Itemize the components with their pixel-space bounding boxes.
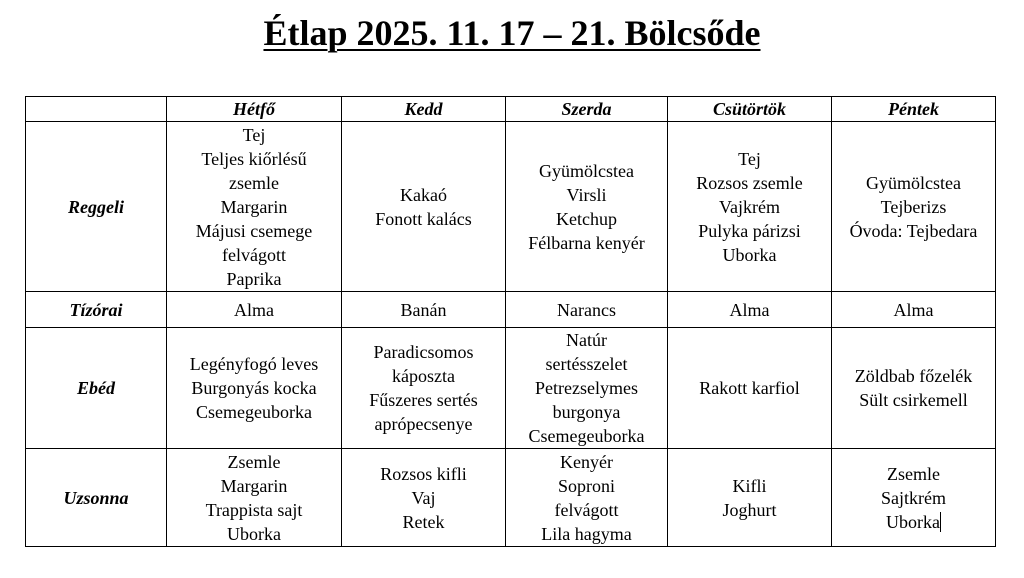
menu-cell[interactable]: [506, 292, 668, 328]
menu-cell[interactable]: [506, 449, 668, 547]
menu-item-line: Csemegeuborka: [196, 402, 312, 422]
menu-item-line: Burgonyás kocka: [191, 378, 317, 398]
menu-item-text: Uborka: [886, 511, 940, 532]
meal-label: Ebéd: [26, 328, 167, 449]
day-header: Péntek: [832, 97, 996, 122]
menu-item-line: Fűszeres sertés: [369, 390, 478, 410]
menu-item-line: Uborka: [722, 244, 777, 265]
menu-cell[interactable]: [167, 328, 342, 449]
menu-item-line: Teljes kiőrlésű: [201, 148, 307, 169]
menu-item-line: Májusi csemege: [195, 220, 313, 241]
menu-item-line: Zöldbab főzelék: [854, 366, 973, 386]
menu-cell[interactable]: [167, 449, 342, 547]
meal-row: [26, 122, 996, 292]
meal-row: [26, 292, 996, 328]
menu-item-line: Rakott karfiol: [699, 378, 800, 398]
meal-label: Uzsonna: [26, 449, 167, 547]
menu-item-line: Alma: [893, 299, 934, 320]
menu-item-line: Margarin: [220, 475, 288, 496]
day-header: Csütörtök: [668, 97, 832, 122]
menu-item-line: Legényfogó leves: [189, 354, 319, 374]
menu-item-line: aprópecsenye: [374, 414, 473, 434]
menu-item-line: Virsli: [566, 184, 607, 205]
menu-item-line: Retek: [402, 511, 445, 532]
menu-cell[interactable]: [668, 328, 832, 449]
menu-item-line: Tej: [242, 124, 266, 145]
menu-cell[interactable]: [832, 328, 996, 449]
menu-item-line: burgonya: [552, 402, 621, 422]
menu-cell[interactable]: [506, 328, 668, 449]
menu-cell[interactable]: [167, 122, 342, 292]
menu-cell[interactable]: [342, 122, 506, 292]
menu-item-line: Rozsos kifli: [380, 463, 467, 484]
menu-item-line: Ketchup: [556, 208, 617, 229]
menu-item-line: zsemle: [229, 172, 279, 193]
menu-item-line: Soproni: [557, 475, 615, 496]
day-header: Hétfő: [167, 97, 342, 122]
menu-cell[interactable]: [167, 292, 342, 328]
meal-row: [26, 328, 996, 449]
menu-item-line: Paprika: [226, 268, 282, 289]
menu-item-line: Paradicsomos: [373, 342, 474, 362]
menu-item-line: Alma: [729, 299, 770, 320]
menu-item-line: Kakaó: [400, 184, 447, 205]
menu-item-line: felvágott: [222, 244, 286, 265]
menu-cell[interactable]: [832, 449, 996, 547]
text-cursor-icon: [940, 512, 941, 532]
menu-item-line: Uborka: [227, 523, 281, 544]
day-header: Kedd: [342, 97, 506, 122]
menu-item-line: Gyümölcstea: [866, 172, 961, 193]
header-row: [26, 97, 996, 122]
menu-item-line: Félbarna kenyér: [528, 232, 645, 253]
menu-item-line: Sajtkrém: [881, 487, 946, 508]
menu-item-line: káposzta: [392, 366, 455, 386]
menu-item-line: Tej: [738, 148, 761, 169]
menu-item-line: Zsemle: [887, 463, 940, 484]
menu-item-line: Sült csirkemell: [859, 390, 968, 410]
menu-item-line: Tejberizs: [880, 196, 947, 217]
corner-cell: [26, 97, 167, 122]
page-title: Étlap 2025. 11. 17 – 21. Bölcsőde: [263, 13, 761, 53]
menu-cell[interactable]: [668, 449, 832, 547]
menu-item-line: Csemegeuborka: [528, 426, 645, 446]
menu-item-line: Óvoda: Tejbedara: [849, 220, 978, 241]
menu-cell[interactable]: [832, 292, 996, 328]
menu-item-line: Pulyka párizsi: [698, 220, 801, 241]
menu-cell[interactable]: [832, 122, 996, 292]
menu-item-line: Joghurt: [722, 499, 777, 520]
menu-cell[interactable]: [342, 328, 506, 449]
menu-item-line: Vajkrém: [719, 196, 780, 217]
menu-item-line: Lila hagyma: [541, 523, 632, 544]
menu-cell[interactable]: [342, 292, 506, 328]
meal-label: Tízórai: [26, 292, 167, 328]
menu-item-line: Margarin: [220, 196, 288, 217]
menu-item-line: Kifli: [732, 475, 767, 496]
menu-item-line: sertésszelet: [545, 354, 628, 374]
menu-item-line: Zsemle: [227, 451, 281, 472]
meal-label: Reggeli: [26, 122, 167, 292]
menu-item-line: felvágott: [554, 499, 619, 520]
menu-cell[interactable]: [506, 122, 668, 292]
menu-cell[interactable]: [668, 292, 832, 328]
menu-item-line: Petrezselymes: [535, 378, 638, 398]
menu-cell[interactable]: [668, 122, 832, 292]
meal-row: [26, 449, 996, 547]
menu-item-line: Fonott kalács: [375, 208, 472, 229]
menu-item-line: Vaj: [411, 487, 436, 508]
day-header: Szerda: [506, 97, 668, 122]
menu-item-line: Banán: [400, 299, 447, 320]
menu-item-line: Alma: [234, 299, 274, 320]
menu-cell[interactable]: [342, 449, 506, 547]
menu-item-line: Gyümölcstea: [539, 160, 634, 181]
menu-item-line: Rozsos zsemle: [696, 172, 803, 193]
menu-item-line: Trappista sajt: [205, 499, 303, 520]
menu-item-line: Kenyér: [560, 451, 613, 472]
menu-table: [25, 96, 996, 547]
menu-item-line: Natúr: [566, 330, 607, 350]
menu-item-line: Narancs: [557, 299, 616, 320]
menu-item-line: [836, 510, 991, 534]
